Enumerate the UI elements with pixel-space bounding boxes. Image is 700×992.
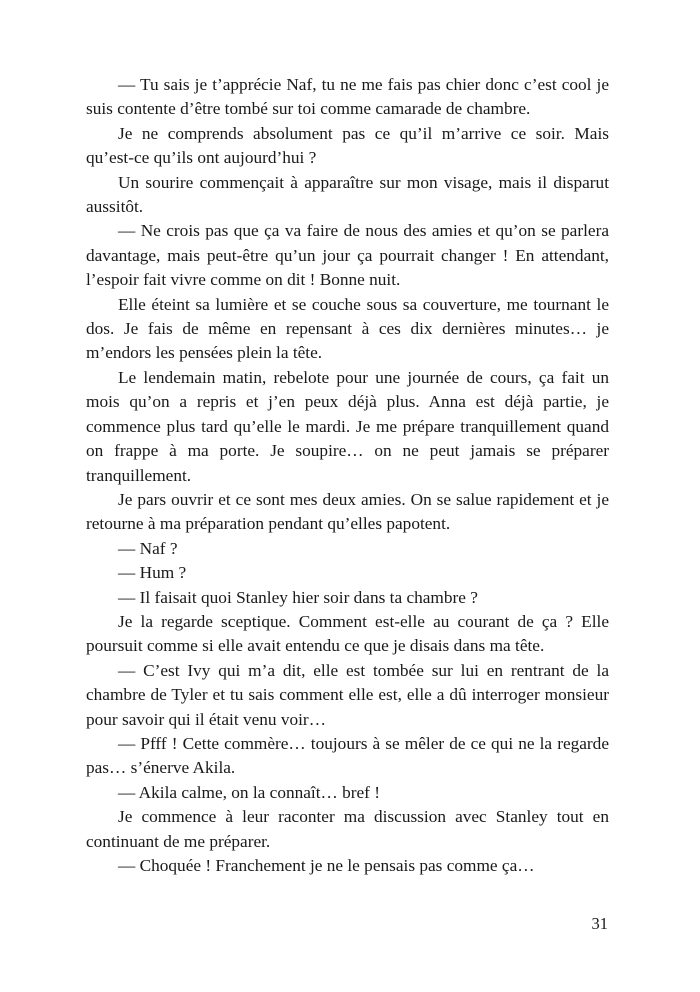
paragraph-1: — Tu sais je t’apprécie Naf, tu ne me fais pas chier donc c’est cool je suis contente d’être tombé sur toi comme camarade de chambre. xyxy=(86,75,609,119)
paragraph-12: — C’est Ivy qui m’a dit, elle est tombée sur lui en rentrant de la chambre de Tyler et tu sais comment elle est, elle a dû interroger monsieur pour savoir qui il était venu voir… xyxy=(86,660,609,729)
paragraph-5: Elle éteint sa lumière et se couche sous sa couverture, me tournant le dos. Je fais de même en repensant à ces dix dernières minutes… je m’endors les pensées plein la tête. xyxy=(86,294,609,363)
page-number: 31 xyxy=(591,914,608,933)
paragraph-8: — Naf ? xyxy=(118,538,178,558)
paragraph-13: — Pfff ! Cette commère… toujours à se mêler de ce qui ne la regarde pas… s’énerve Akila. xyxy=(86,733,609,778)
paragraph-9: — Hum ? xyxy=(118,563,187,583)
paragraph-11: Je la regarde sceptique. Comment est-elle au courant de ça ? Elle poursuit comme si elle avait entendu ce que je disais dans ma tête. xyxy=(86,611,609,656)
paragraph-7: Je pars ouvrir et ce sont mes deux amies. On se salue rapidement et je retourne à ma préparation pendant qu’elles papotent. xyxy=(86,489,609,534)
paragraph-4: — Ne crois pas que ça va faire de nous des amies et qu’on se parlera davantage, mais peut-être qu’un jour ça pourrait changer ! En attendant, l’espoir fait vivre comme on dit ! Bonne nuit. xyxy=(86,221,609,290)
paragraph-15: Je commence à leur raconter ma discussion avec Stanley tout en continuant de me préparer. xyxy=(86,807,609,851)
paragraph-6: Le lendemain matin, rebelote pour une journée de cours, ça fait un mois qu’on a repris et j’en peux déjà plus. Anna est déjà partie, je commence plus tard qu’elle le mardi. Je me prépare tranquillement quand on frappe à ma porte. Je soupire… on ne peut jamais se préparer tranquillement. xyxy=(86,367,609,485)
paragraph-3: Un sourire commençait à apparaître sur mon visage, mais il disparut aussitôt. xyxy=(86,172,609,217)
paragraph-14: — Akila calme, on la connaît… bref ! xyxy=(118,782,381,802)
paragraph-16: — Choquée ! Franchement je ne le pensais pas comme ça… xyxy=(118,856,535,875)
paragraph-10: — Il faisait quoi Stanley hier soir dans ta chambre ? xyxy=(118,587,478,607)
body-text xyxy=(86,73,609,878)
paragraph-2: Je ne comprends absolument pas ce qu’il m’arrive ce soir. Mais qu’est-ce qu’ils ont aujourd’hui ? xyxy=(86,123,609,168)
